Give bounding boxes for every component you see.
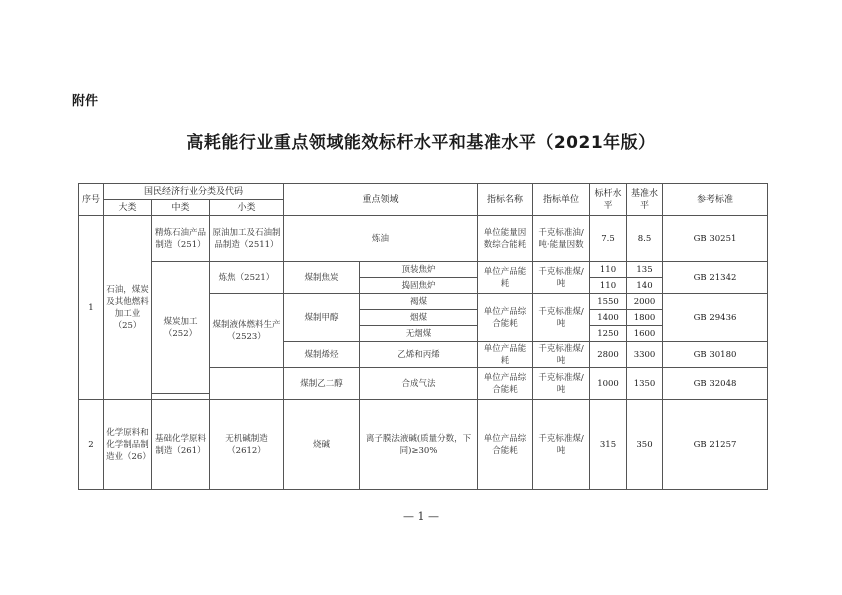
row-olefins-indicator-name: 单位产品能耗 <box>478 342 533 368</box>
row-refining-benchmark: 7.5 <box>590 216 627 262</box>
row-methanol-indicator-name: 单位产品综合能耗 <box>478 294 533 342</box>
row-coke-sub-stamp-charging: 捣固焦炉 <box>360 278 478 294</box>
attachment-label: 附件 <box>72 94 99 109</box>
header-indicator-name: 指标名称 <box>478 184 533 216</box>
row-refining-baseline: 8.5 <box>627 216 663 262</box>
group-2-major: 化学原料和化学制品制造业（26） <box>104 400 152 490</box>
row-methanol-reference: GB 29436 <box>663 294 768 342</box>
row-glycol-benchmark: 1000 <box>590 368 627 400</box>
header-minor: 小类 <box>210 200 284 216</box>
row-olefins-indicator-unit: 千克标准煤/吨 <box>533 342 590 368</box>
row-liquid-fuel-minor: 煤制液体燃料生产（2523） <box>210 294 284 368</box>
group-2-indicator-unit: 千克标准煤/吨 <box>533 400 590 490</box>
row-methanol-baseline-c: 1600 <box>627 326 663 342</box>
row-olefins-baseline: 3300 <box>627 342 663 368</box>
row-olefins-reference: GB 30180 <box>663 342 768 368</box>
row-refining-field: 炼油 <box>284 216 478 262</box>
row-methanol-baseline-a: 2000 <box>627 294 663 310</box>
row-glycol-sub: 合成气法 <box>360 368 478 400</box>
group-2-sub: 离子膜法液碱(质量分数，下同)≥30% <box>360 400 478 490</box>
row-glycol-indicator-unit: 千克标准煤/吨 <box>533 368 590 400</box>
row-methanol-benchmark-a: 1550 <box>590 294 627 310</box>
row-coke-field: 煤制焦炭 <box>284 262 360 294</box>
row-methanol-baseline-b: 1800 <box>627 310 663 326</box>
coal-processing-middle: 煤炭加工（252） <box>152 262 210 394</box>
row-coke-baseline-a: 135 <box>627 262 663 278</box>
header-baseline: 基准水平 <box>627 184 663 216</box>
row-coke-sub-top-charging: 顶装焦炉 <box>360 262 478 278</box>
row-glycol-baseline: 1350 <box>627 368 663 400</box>
row-olefins-sub: 乙烯和丙烯 <box>360 342 478 368</box>
row-methanol-benchmark-b: 1400 <box>590 310 627 326</box>
row-coke-baseline-b: 140 <box>627 278 663 294</box>
header-classification: 国民经济行业分类及代码 <box>104 184 284 200</box>
row-glycol-reference: GB 32048 <box>663 368 768 400</box>
header-middle: 中类 <box>152 200 210 216</box>
group-2-field: 烧碱 <box>284 400 360 490</box>
group-2-seq: 2 <box>79 400 104 490</box>
row-methanol-benchmark-c: 1250 <box>590 326 627 342</box>
row-olefins-field: 煤制烯烃 <box>284 342 360 368</box>
row-olefins-benchmark: 2800 <box>590 342 627 368</box>
header-benchmark: 标杆水平 <box>590 184 627 216</box>
group-2-benchmark: 315 <box>590 400 627 490</box>
page-number: — 1 — <box>403 510 439 523</box>
header-field: 重点领域 <box>284 184 478 216</box>
group-2-minor: 无机碱制造（2612） <box>210 400 284 490</box>
header-indicator-unit: 指标单位 <box>533 184 590 216</box>
group-2-indicator-name: 单位产品综合能耗 <box>478 400 533 490</box>
group-2-baseline: 350 <box>627 400 663 490</box>
header-seq: 序号 <box>79 184 104 216</box>
row-glycol-minor-empty <box>210 368 284 400</box>
group-2-reference: GB 21257 <box>663 400 768 490</box>
row-refining-indicator-unit: 千克标准油/吨·能量因数 <box>533 216 590 262</box>
row-coke-indicator-name: 单位产品能耗 <box>478 262 533 294</box>
header-reference: 参考标准 <box>663 184 768 216</box>
group-1-seq: 1 <box>79 216 104 400</box>
row-coke-benchmark-a: 110 <box>590 262 627 278</box>
row-coke-indicator-unit: 千克标准煤/吨 <box>533 262 590 294</box>
row-coke-reference: GB 21342 <box>663 262 768 294</box>
row-refining-indicator-name: 单位能量因数综合能耗 <box>478 216 533 262</box>
row-coke-benchmark-b: 110 <box>590 278 627 294</box>
energy-efficiency-table <box>78 183 768 490</box>
row-refining-reference: GB 30251 <box>663 216 768 262</box>
document-title: 高耗能行业重点领域能效标杆水平和基准水平（2021年版） <box>186 133 656 153</box>
row-methanol-sub-bituminous: 烟煤 <box>360 310 478 326</box>
row-glycol-indicator-name: 单位产品综合能耗 <box>478 368 533 400</box>
group-2-middle: 基础化学原料制造（261） <box>152 400 210 490</box>
group-1-major: 石油，煤炭及其他燃料加工业（25） <box>104 216 152 400</box>
row-methanol-sub-lignite: 褐煤 <box>360 294 478 310</box>
row-methanol-field: 煤制甲醇 <box>284 294 360 342</box>
row-refining-middle: 精炼石油产品制造（251） <box>152 216 210 262</box>
row-glycol-field: 煤制乙二醇 <box>284 368 360 400</box>
row-methanol-sub-anthracite: 无烟煤 <box>360 326 478 342</box>
row-coke-minor: 炼焦（2521） <box>210 262 284 294</box>
row-refining-minor: 原油加工及石油制品制造（2511） <box>210 216 284 262</box>
header-major: 大类 <box>104 200 152 216</box>
row-methanol-indicator-unit: 千克标准煤/吨 <box>533 294 590 342</box>
